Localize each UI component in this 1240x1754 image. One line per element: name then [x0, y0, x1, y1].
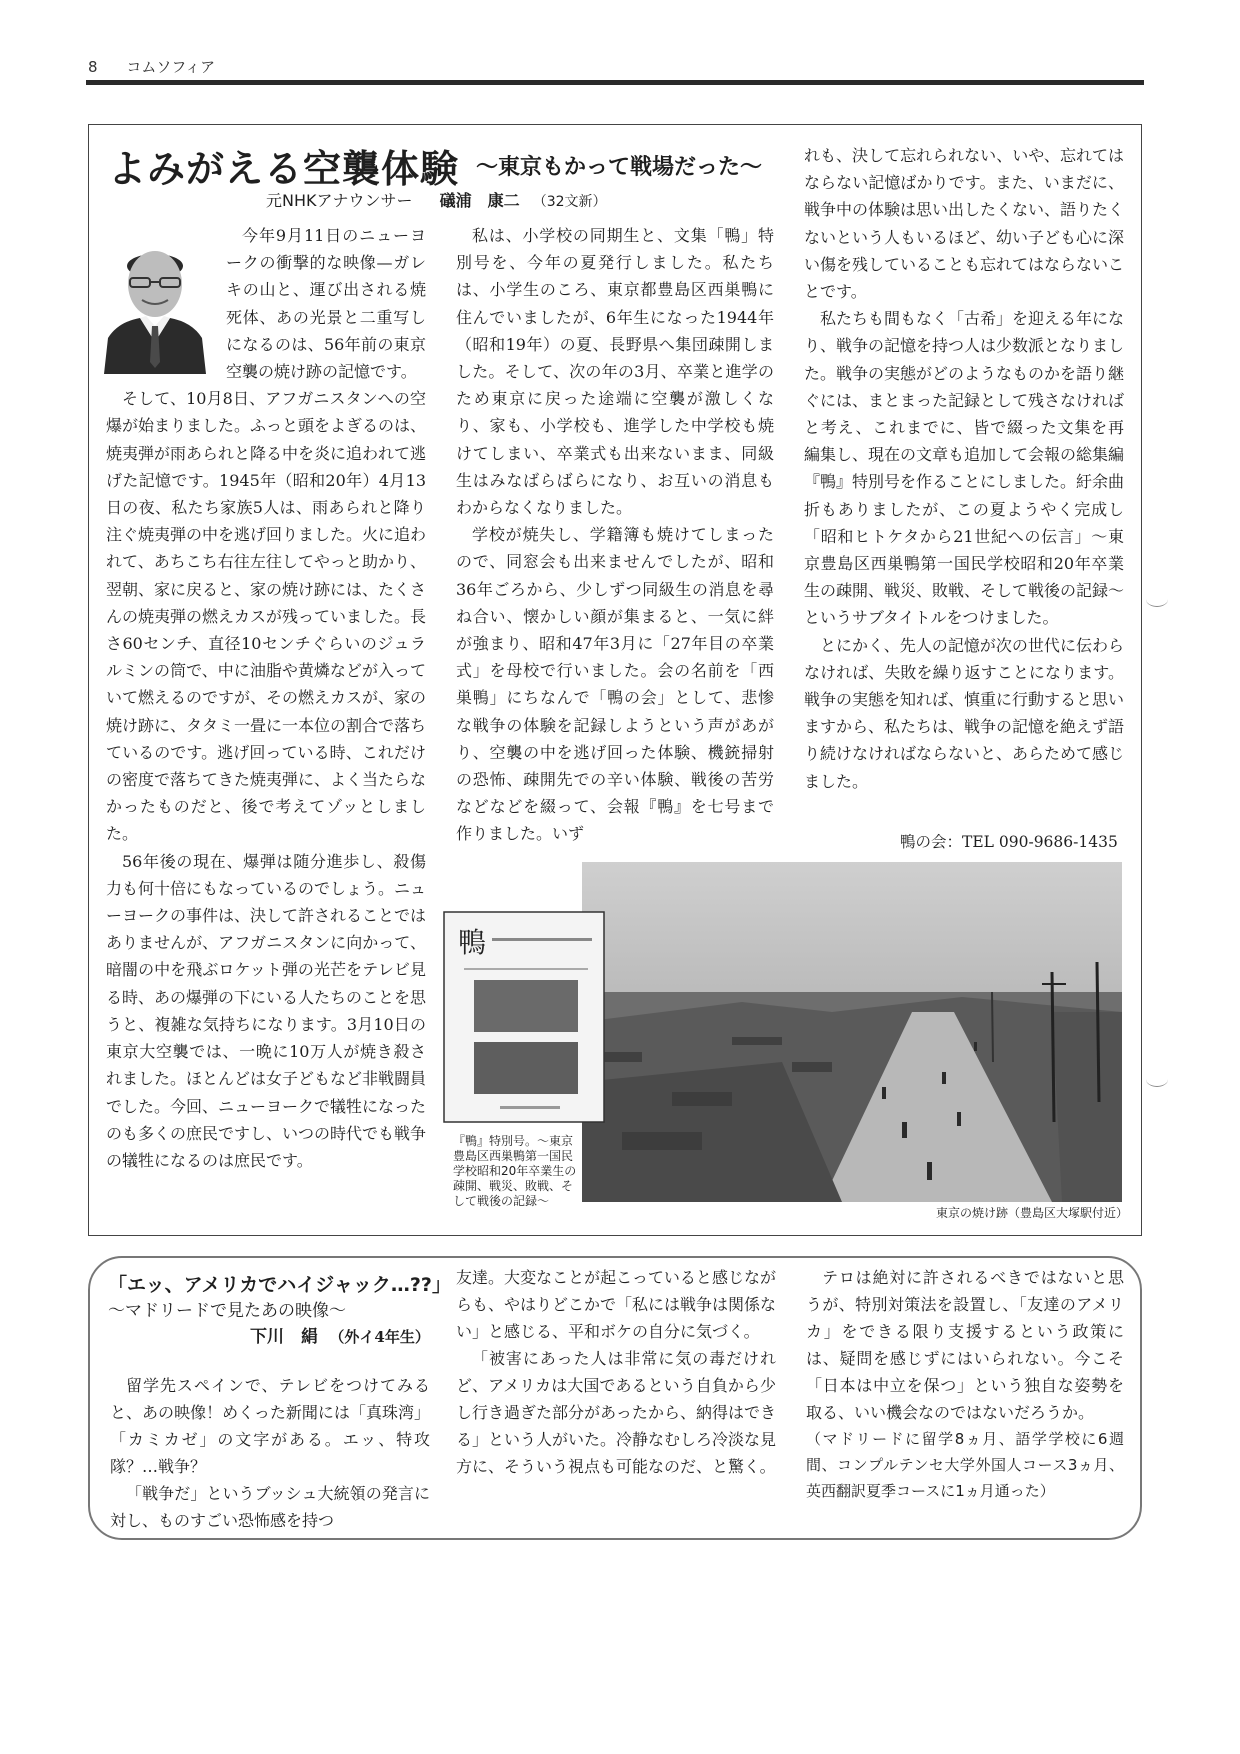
article-title: よみがえる空襲体験: [108, 147, 460, 191]
author-name: 礒浦 康二: [439, 191, 520, 210]
article2-column-1: [110, 1372, 430, 1534]
page-header: [88, 56, 239, 77]
article2-byline: [250, 1322, 430, 1347]
article2-column-3: [806, 1264, 1124, 1504]
article2-paragraph: 留学先スペインで、テレビをつけてみると、あの映像！めくった新聞には「真珠湾」「カミカゼ」の文字がある。エッ、特攻隊？…戦争？: [110, 1376, 430, 1476]
author-role: 元NHKアナウンサー: [266, 191, 413, 210]
contact-info: 鴨の会：TEL 090-9686-1435: [900, 833, 1118, 851]
article-byline: [266, 188, 607, 211]
article-paragraph: 学校が焼失し、学籍簿も焼けてしまったので、同窓会も出来ませんでしたが、昭和36年ごろから、少しずつ同級生の消息を尋ね合い、懐かしい顔が集まると、一気に絆が強まり、昭和47年3月に「27年目の卒業式」を母校で行いました。会の名前を「西巣鴨」にちなんで「鴨の会」として、悲惨な戦争の体験を記録しようという声があがり、空襲の中を逃げ回った体験、機銃掃射の恐怖、疎開先での辛い体験、戦後の苦労などなどを綴って、会報『鴨』を七号まで作りました。いず: [456, 525, 774, 844]
author-portrait: [96, 226, 214, 374]
article-paragraph: れも、決して忘れられない、いや、忘れてはならない記憶ばかりです。また、いまだに、戦争中の体験は思い出したくない、語りたくないという人もいるほど、幼い子ども心に深い傷を残していることも忘れてはならないことです。: [804, 146, 1125, 302]
publication-name: コムソフィア: [126, 58, 216, 76]
article2-author-note: （外イ4年生）: [329, 1328, 430, 1346]
article-paragraph: 私は、小学校の同期生と、文集「鴨」特別号を、今年の夏発行しました。私たちは、小学生のころ、東京都豊島区西巣鴨に住んでいましたが、6年生になった1944年（昭和19年）の夏、長野県へ集団疎開しました。そして、次の年の3月、卒業と進学のため東京に戻った途端に空襲が激しくなり、家も、小学校も、進学した中学校も焼けてしまい、卒業式も出来ないまま、同級生はみなばらばらになり、お互いの消息もわからなくなりました。: [456, 226, 774, 518]
article-subtitle: ～東京もかって戦場だった～: [476, 155, 763, 180]
article-paragraph: とにかく、先人の記憶が次の世代に伝わらなければ、失敗を繰り返すことになります。戦争の実態を知れば、慎重に行動すると思いますから、私たちは、戦争の記憶を絶えず語り続けなければならないと、あらためて感じました。: [804, 635, 1125, 791]
article-column-1: [106, 222, 426, 1174]
article-paragraph: そして、10月8日、アフガニスタンへの空爆が始まりました。ふっと頭をよぎるのは、焼夷弾が雨あられと降る中を炎に追われて逃げた記憶です。1945年（昭和20年）4月13日の夜、私たち家族5人は、雨あられと降り注ぐ焼夷弾の中を逃げ回りました。火に追われて、あちこち右往左往してやっと助かり、翌朝、家に戻ると、家の焼け跡には、たくさんの焼夷弾の燃えカスが残っていました。長さ60センチ、直径10センチぐらいのジュラルミンの筒で、中に油脂や黄燐などが入っていて燃えるのですが、その燃えカスが、家の焼け跡に、タタミ一畳に一本位の割合で落ちているのです。逃げ回っている時、これだけの密度で落ちてきた焼夷弾に、よく当たらなかったものだと、後で考えてゾッとしました。: [106, 389, 427, 844]
page-edge-notch: [1146, 592, 1168, 607]
article2-author-name: 下川 絹: [250, 1327, 318, 1347]
booklet-cover-image: [440, 908, 608, 1126]
article2-author-note-text: （マドリードに留学8ヵ月、語学学校に6週間、コンプルテンセ大学外国人コース3ヵ月、英西翻訳夏季コースに1ヵ月通った）: [806, 1430, 1124, 1500]
article2-paragraph: 友達。大変なことが起こっていると感じながらも、やはりどこかで「私には戦争は関係ない」と感じる、平和ボケの自分に気づく。: [456, 1268, 777, 1341]
article-column-3: [804, 142, 1124, 795]
booklet-title-text: 鴨: [458, 926, 487, 959]
page-number: 8: [88, 58, 98, 76]
article2-paragraph: テロは絶対に許されるべきではないと思うが、特別対策法を設置し、「友達のアメリカ」をできる限り支援するという政策には、疑問を感じずにはいられない。今こそ「日本は中立を保つ」という独自な姿勢を取る、いい機会なのではないだろうか。: [806, 1268, 1124, 1422]
article-paragraph: 今年9月11日のニューヨークの衝撃的な映像—ガレキの山と、運び出される焼死体、あの光景と二重写しになるのは、56年前の東京空襲の焼け跡の記憶です。: [226, 226, 426, 382]
author-note: （32文新）: [532, 194, 607, 210]
article2-paragraph: 「被害にあった人は非常に気の毒だけれど、アメリカは大国であるという自負から少し行き過ぎた部分があったから、納得はできる」という人がいた。冷静なむしろ冷淡な見方に、そういう視点も可能なのだ、と驚く。: [456, 1349, 777, 1476]
article-column-2: [456, 222, 774, 848]
photo-caption: 東京の焼け跡（豊島区大塚駅付近）: [936, 1206, 1129, 1220]
booklet-caption: 『鴨』特別号。～東京豊島区西巣鴨第一国民学校昭和20年卒業生の疎開、戦災、敗戦、そして戦後の記録～: [453, 1134, 577, 1208]
article-paragraph: 56年後の現在、爆弾は随分進歩し、殺傷力も何十倍にもなっているのでしょう。ニューヨークの事件は、決して許されることではありませんが、アフガニスタンに向かって、暗闇の中を飛ぶロケット弾の光芒をテレビ見る時、あの爆弾の下にいる人たちのことを思うと、複雑な気持ちになります。3月10日の東京大空襲では、一晩に10万人が焼き殺されました。ほとんどは女子どもなど非戦闘員でした。今回、ニューヨークで犠牲になったのも多くの庶民ですし、いつの時代でも戦争の犠牲になるのは庶民です。: [106, 851, 427, 1170]
article2-column-2: [456, 1264, 776, 1480]
header-rule: [86, 80, 1144, 85]
article2-subtitle: ～マドリードで見たあの映像～: [108, 1301, 346, 1321]
war-ruins-photo: [582, 862, 1122, 1202]
page-edge-notch: [1146, 1072, 1168, 1087]
article2-paragraph: 「戦争だ」というブッシュ大統領の発言に対し、ものすごい恐怖感を持つ: [110, 1484, 430, 1530]
article2-title: 「エッ、アメリカでハイジャック…??」: [108, 1274, 451, 1296]
article-paragraph: 私たちも間もなく「古希」を迎える年になり、戦争の記憶を持つ人は少数派となりました。戦争の実態がどのようなものかを語り継ぐには、まとまった記録として残さなければと考え、これまでに、皆で綴った文集を再編集し、現在の文章も追加して会報の総集編『鴨』特別号を作ることにしました。紆余曲折もありましたが、この夏ようやく完成し「昭和ヒトケタから21世紀への伝言」～東京豊島区西巣鴨第一国民学校昭和20年卒業生の疎開、戦災、敗戦、そして戦後の記録～というサブタイトルをつけました。: [804, 309, 1125, 628]
